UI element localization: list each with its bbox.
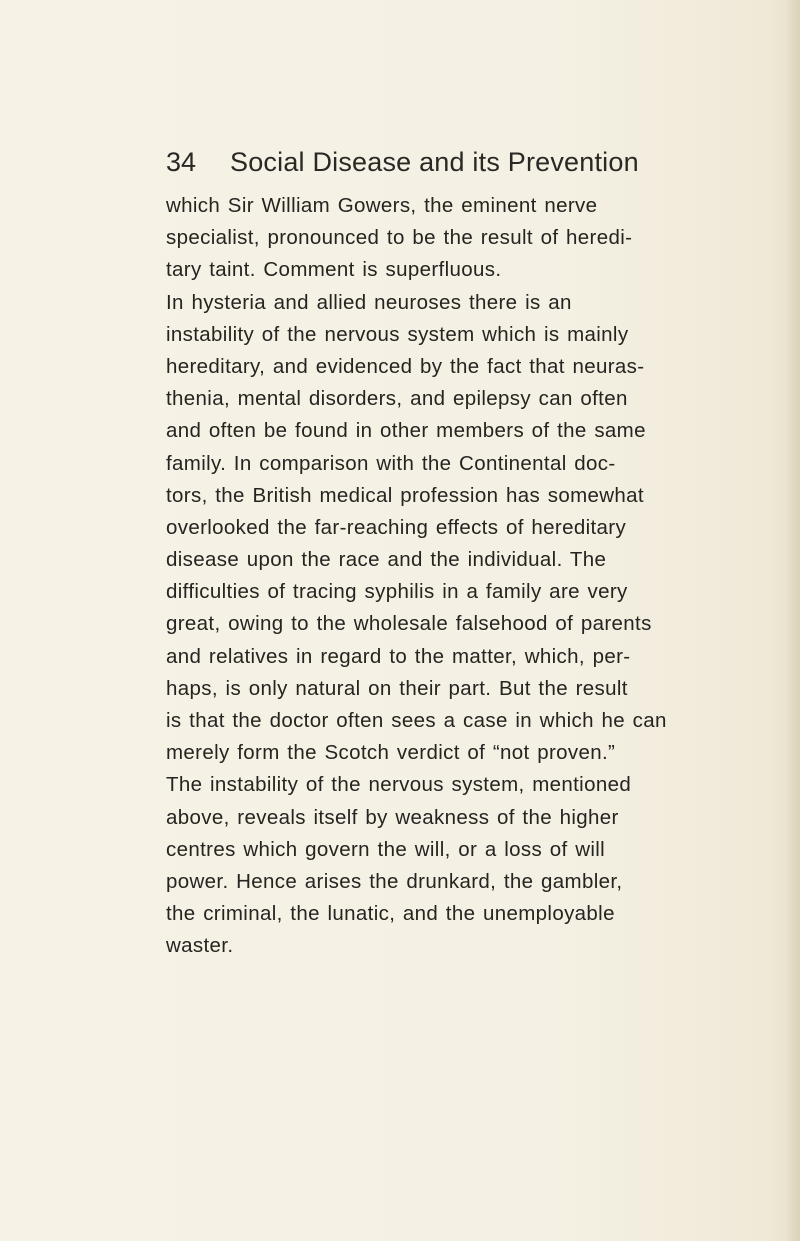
text-line: In hysteria and allied neuroses there is an — [166, 290, 572, 314]
text-line: great, owing to the wholesale falsehood of parents — [166, 612, 652, 636]
text-line: and relatives in regard to the matter, which, per- — [166, 644, 631, 668]
text-line: difficulties of tracing syphilis in a family are very — [166, 580, 628, 604]
text-line: overlooked the far-reaching effects of hereditary — [166, 515, 627, 539]
text-line: the criminal, the lunatic, and the unemployable — [166, 902, 615, 926]
running-head — [166, 144, 726, 184]
page-number: 34 — [166, 147, 197, 177]
text-line: centres which govern the will, or a loss of will — [166, 837, 606, 861]
text-line: The instability of the nervous system, mentioned — [166, 773, 632, 797]
text-line: which Sir William Gowers, the eminent nerve — [166, 194, 598, 217]
text-line: thenia, mental disorders, and epilepsy can often — [166, 387, 628, 411]
text-line: merely form the Scotch verdict of “not proven.” — [166, 741, 616, 765]
page-edge-shadow — [786, 0, 800, 1241]
text-line: tary taint. Comment is superfluous. — [166, 258, 502, 282]
body-text — [166, 190, 746, 963]
text-line: is that the doctor often sees a case in which he can — [166, 709, 667, 732]
text-line: power. Hence arises the drunkard, the gambler, — [166, 869, 623, 893]
text-line: above, reveals itself by weakness of the higher — [166, 805, 619, 829]
text-line: disease upon the race and the individual. The — [166, 548, 607, 572]
text-line: specialist, pronounced to be the result of heredi- — [166, 226, 633, 250]
text-line: waster. — [166, 934, 234, 958]
book-title: Social Disease and its Prevention — [230, 147, 639, 177]
text-line: haps, is only natural on their part. But the result — [166, 676, 628, 700]
text-line: instability of the nervous system which is mainly — [166, 322, 629, 346]
text-line: family. In comparison with the Continental doc- — [166, 451, 616, 475]
text-line: tors, the British medical profession has somewhat — [166, 483, 644, 507]
text-line: and often be found in other members of the same — [166, 419, 646, 443]
text-line: hereditary, and evidenced by the fact that neuras- — [166, 354, 645, 378]
